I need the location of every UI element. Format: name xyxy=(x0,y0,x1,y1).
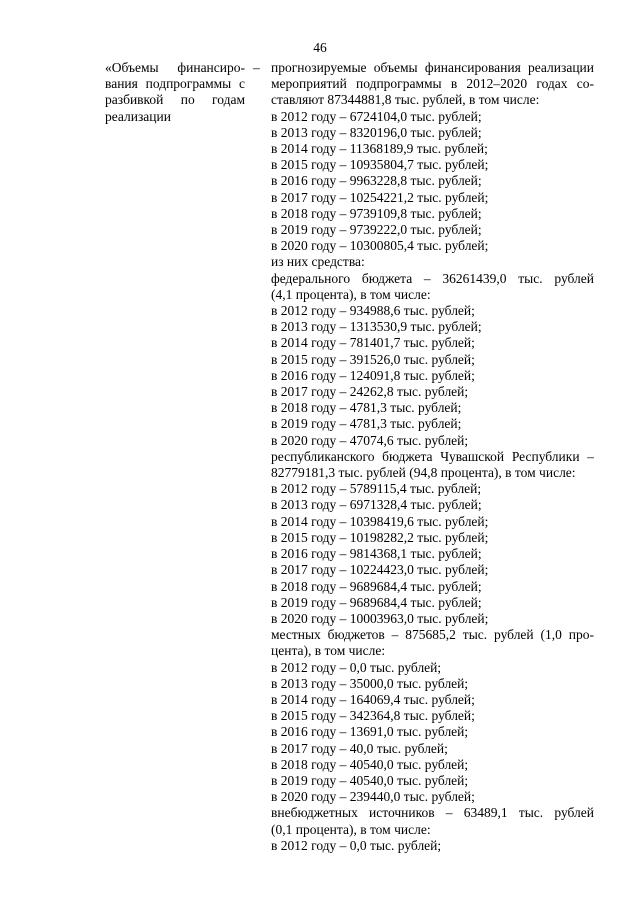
subprogram-funding-label xyxy=(105,60,245,125)
funding-line: в 2016 году – 9963228,8 тыс. рублей; xyxy=(271,173,482,189)
label-line: разбивкой по годам xyxy=(105,92,245,108)
funding-line: в 2014 году – 781401,7 тыс. рублей; xyxy=(271,335,475,351)
funding-line: 82779181,3 тыс. рублей (94,8 процента), в том числе: xyxy=(271,465,576,481)
funding-line: в 2016 году – 9814368,1 тыс. рублей; xyxy=(271,546,482,562)
funding-line: в 2015 году – 391526,0 тыс. рублей; xyxy=(271,351,475,367)
funding-line: в 2013 году – 8320196,0 тыс. рублей; xyxy=(271,124,482,140)
funding-line: в 2014 году – 164069,4 тыс. рублей; xyxy=(271,691,475,707)
funding-line: местных бюджетов – 875685,2 тыс. рублей (1,0 про- xyxy=(271,627,594,643)
funding-line: внебюджетных источников – 63489,1 тыс. рублей xyxy=(271,805,594,821)
funding-line: в 2017 году – 40,0 тыс. рублей; xyxy=(271,740,448,756)
funding-line: в 2020 году – 10003963,0 тыс. рублей; xyxy=(271,610,489,626)
funding-line: в 2016 году – 124091,8 тыс. рублей; xyxy=(271,367,475,383)
label-line: реализации xyxy=(105,108,171,124)
page-number: 46 xyxy=(313,40,327,55)
funding-line: прогнозируемые объемы финансирования реализации xyxy=(271,60,594,75)
funding-line: в 2017 году – 10254221,2 тыс. рублей; xyxy=(271,189,489,205)
funding-line: в 2020 году – 239440,0 тыс. рублей; xyxy=(271,789,475,805)
funding-line: (4,1 процента), в том числе: xyxy=(271,286,431,302)
funding-line: ставляют 87344881,8 тыс. рублей, в том числе: xyxy=(271,92,540,108)
funding-line: в 2018 году – 9689684,4 тыс. рублей; xyxy=(271,578,482,594)
funding-line: в 2014 году – 10398419,6 тыс. рублей; xyxy=(271,513,489,529)
funding-line: в 2019 году – 9739222,0 тыс. рублей; xyxy=(271,222,482,238)
funding-line: в 2015 году – 10198282,2 тыс. рублей; xyxy=(271,529,489,545)
funding-line: в 2012 году – 0,0 тыс. рублей; xyxy=(271,837,442,853)
funding-line: в 2012 году – 0,0 тыс. рублей; xyxy=(271,659,442,675)
funding-line: в 2014 году – 11368189,9 тыс. рублей; xyxy=(271,141,488,157)
funding-line: в 2020 году – 47074,6 тыс. рублей; xyxy=(271,432,469,448)
funding-details xyxy=(271,60,594,854)
funding-line: мероприятий подпрограммы в 2012–2020 годах со- xyxy=(271,76,594,92)
funding-line: в 2018 году – 40540,0 тыс. рублей; xyxy=(271,756,469,772)
funding-line: в 2012 году – 5789115,4 тыс. рублей; xyxy=(271,481,482,497)
funding-line: в 2013 году – 6971328,4 тыс. рублей; xyxy=(271,497,482,513)
funding-line: в 2020 году – 10300805,4 тыс. рублей; xyxy=(271,238,489,254)
funding-line: в 2012 году – 934988,6 тыс. рублей; xyxy=(271,303,475,319)
funding-line: республиканского бюджета Чувашской Республики – xyxy=(271,448,594,464)
funding-line: в 2015 году – 342364,8 тыс. рублей; xyxy=(271,708,475,724)
funding-line: в 2018 году – 4781,3 тыс. рублей; xyxy=(271,400,462,416)
funding-line: (0,1 процента), в том числе: xyxy=(271,821,431,837)
funding-line: федерального бюджета – 36261439,0 тыс. рублей xyxy=(271,270,594,286)
label-line: «Объемы финансиро- xyxy=(105,60,245,75)
funding-line: в 2019 году – 4781,3 тыс. рублей; xyxy=(271,416,462,432)
funding-line: в 2016 году – 13691,0 тыс. рублей; xyxy=(271,724,469,740)
funding-line: в 2013 году – 1313530,9 тыс. рублей; xyxy=(271,319,482,335)
funding-line: в 2013 году – 35000,0 тыс. рублей; xyxy=(271,675,469,691)
funding-line: в 2019 году – 9689684,4 тыс. рублей; xyxy=(271,594,482,610)
funding-line: цента), в том числе: xyxy=(271,643,386,659)
funding-line: в 2019 году – 40540,0 тыс. рублей; xyxy=(271,772,469,788)
funding-line: в 2015 году – 10935804,7 тыс. рублей; xyxy=(271,157,489,173)
funding-line: в 2017 году – 24262,8 тыс. рублей; xyxy=(271,384,469,400)
funding-line: в 2017 году – 10224423,0 тыс. рублей; xyxy=(271,562,489,578)
funding-line: в 2018 году – 9739109,8 тыс. рублей; xyxy=(271,205,482,221)
label-line: вания подпрограммы с xyxy=(105,76,245,92)
separator-dash: – xyxy=(253,60,260,75)
funding-line: в 2012 году – 6724104,0 тыс. рублей; xyxy=(271,108,482,124)
funding-line: из них средства: xyxy=(271,254,365,270)
